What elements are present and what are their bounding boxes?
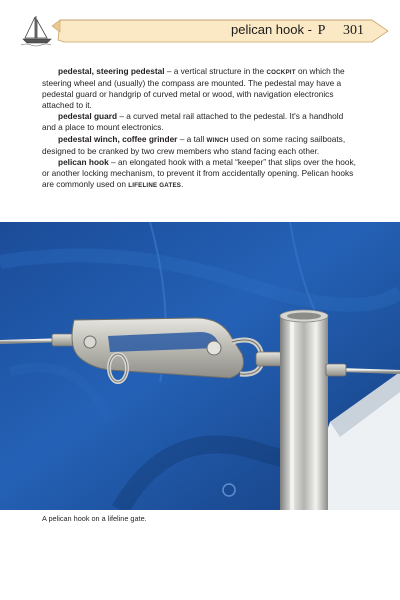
- eye-fitting: [256, 352, 282, 366]
- entry-definition: used on some racing sailboats, designed to be cranked by two crew members who stand facing each other.: [42, 133, 346, 156]
- page-header: [0, 0, 400, 60]
- entry-definition: on which the steering wheel and (usually) the compass are mounted. The pedestal may have a pedestal guard or handgrip of curved metal or wood, with navigation electronics attached to it.: [42, 66, 345, 111]
- glossary-entry: [42, 134, 358, 157]
- cross-reference: LIFELINE GATES: [128, 181, 182, 189]
- running-title: pelican hook -: [231, 22, 312, 37]
- hook-pin: [84, 336, 96, 348]
- glossary-entry: [42, 66, 358, 111]
- page-number: 301: [343, 23, 364, 38]
- entry-definition: – an elongated hook with a metal “keeper” that slips over the hook, or another locking mechanism, to prevent it from accidentally opening. Pelican hooks are commonly used on: [42, 156, 356, 189]
- glossary-entry: [42, 157, 358, 191]
- post-top-hole: [287, 313, 321, 320]
- cross-reference: COCKPIT: [266, 69, 296, 76]
- entry-term: pedestal winch, coffee grinder: [58, 133, 178, 144]
- post-highlight: [290, 322, 294, 510]
- entry-definition: – a vertical structure in the: [164, 66, 267, 76]
- cross-reference: WINCH: [206, 136, 229, 144]
- entry-definition: – a tall: [177, 133, 207, 144]
- hook-pin: [207, 341, 221, 355]
- gate-fitting: [326, 364, 346, 376]
- running-header: [231, 21, 364, 40]
- section-letter: P: [317, 23, 326, 38]
- stanchion-post: [280, 314, 328, 510]
- pelican-hook-photo: [0, 222, 400, 510]
- entry-definition: .: [181, 178, 184, 189]
- lifeline-wire: [340, 370, 400, 372]
- canvas-snap: [223, 484, 235, 496]
- photo-caption: A pelican hook on a lifeline gate.: [42, 514, 147, 523]
- entry-definition: – a curved metal rail attached to the pedestal. It's a handhold and a place to mount electronics.: [42, 111, 344, 133]
- entry-term: pelican hook: [58, 156, 109, 167]
- entry-term: pedestal guard: [58, 111, 118, 122]
- glossary-entries: [42, 66, 358, 191]
- entry-term: pedestal, steering pedestal: [58, 66, 165, 76]
- glossary-entry: [42, 111, 358, 133]
- sailboat-icon: [20, 14, 54, 48]
